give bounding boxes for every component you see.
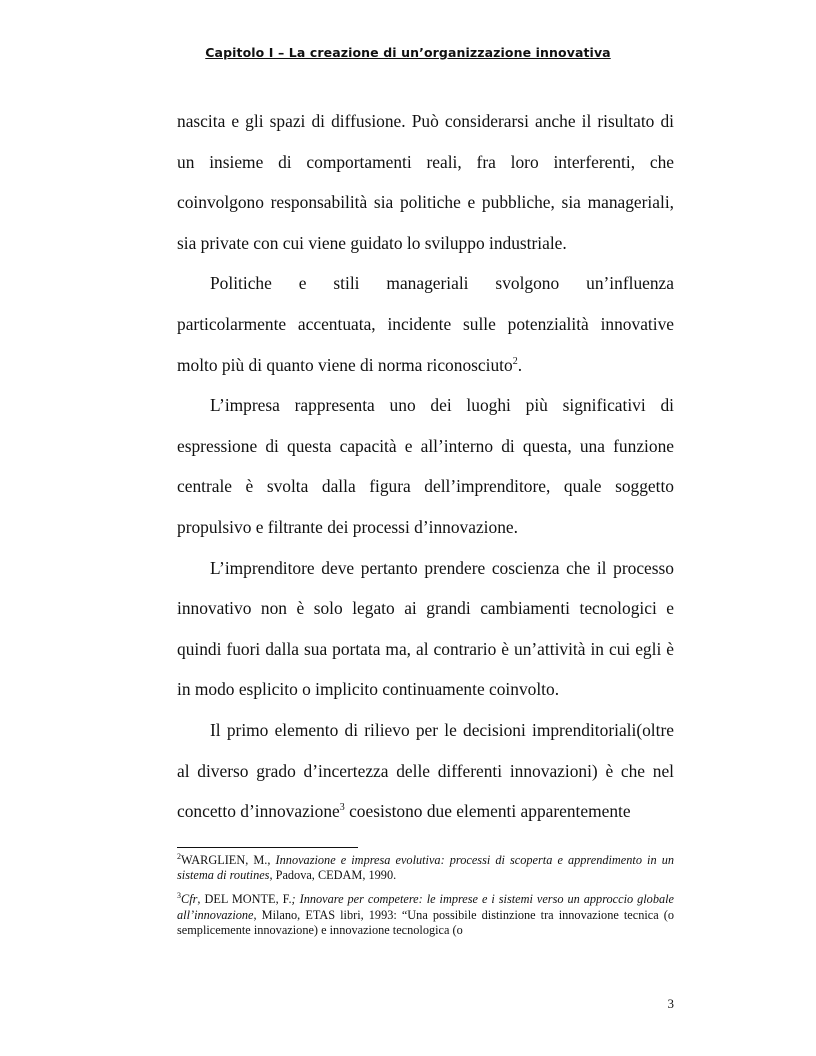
paragraph-2 bbox=[177, 263, 674, 385]
paragraph-3: L’impresa rappresenta uno dei luoghi più significativi di espressione di questa capacità e all’interno di questa, una funzione centrale è svolta dalla figura dell’imprenditore, quale soggetto propulsivo e filtrante dei processi d’innovazione. bbox=[177, 395, 674, 537]
footnote-3-publication: , Milano, ETAS libri, 1993: “Una possibile distinzione tra innovazione tecnica (o semplicemente innovazione) e innovazione tecnologica (o bbox=[177, 907, 674, 937]
footnote-3 bbox=[177, 892, 674, 938]
paragraph-5 bbox=[177, 710, 674, 832]
paragraph-2-text: Politiche e stili manageriali svolgono un’influenza particolarmente accentuata, incidente sulle potenzialità innovative molto più di quanto viene di norma riconosciuto bbox=[177, 273, 674, 375]
footnote-3-number: 3 bbox=[177, 891, 181, 901]
paragraph-1: nascita e gli spazi di diffusione. Può considerarsi anche il risultato di un insieme di comportamenti reali, fra loro interferenti, che coinvolgono responsabilità sia politiche e pubbliche, sia manageriali, sia private con cui viene guidato lo sviluppo industriale. bbox=[177, 111, 674, 253]
chapter-title: Capitolo I – La creazione di un’organizzazione innovativa bbox=[205, 45, 611, 60]
footnote-2-publication: Padova, CEDAM, 1990. bbox=[275, 868, 397, 883]
footnote-2-number: 2 bbox=[177, 852, 181, 861]
footnote-2-author: WARGLIEN, M., bbox=[181, 853, 271, 867]
page-number: 3 bbox=[667, 996, 674, 1011]
footnote-3-sep: ; bbox=[291, 892, 296, 907]
footnote-ref-3[interactable]: 3 bbox=[339, 802, 345, 814]
paragraph-5-end: coesistono due elementi apparentemente bbox=[344, 801, 631, 822]
footnote-3-title: Innovare per competere: le imprese e i sistemi verso un approccio globale all’innovazione bbox=[177, 892, 674, 922]
footnote-3-cfr: Cfr bbox=[181, 892, 198, 907]
footnote-2-title: Innovazione e impresa evolutiva: processi di scoperta e apprendimento in un sistema di routines, bbox=[177, 853, 675, 883]
paragraph-5-text: Il primo elemento di rilievo per le decisioni imprenditoriali(oltre al diverso grado d’incertezza delle differenti innovazioni) è che nel concetto d’innovazione bbox=[177, 719, 674, 822]
footnote-2 bbox=[177, 853, 674, 883]
footnote-3-author: , DEL MONTE, F. bbox=[197, 892, 292, 907]
footnote-ref-2[interactable]: 2 bbox=[512, 355, 518, 367]
running-header bbox=[0, 44, 816, 62]
footnotes bbox=[177, 853, 674, 947]
paragraph-2-end: . bbox=[517, 354, 523, 375]
main-text bbox=[177, 101, 674, 832]
footnote-separator bbox=[177, 847, 358, 848]
paragraph-4: L’imprenditore deve pertanto prendere coscienza che il processo innovativo non è solo legato ai grandi cambiamenti tecnologici e quindi fuori dalla sua portata ma, al contrario è un’attività in cui egli è in modo esplicito o implicito continuamente coinvolto. bbox=[177, 557, 674, 700]
